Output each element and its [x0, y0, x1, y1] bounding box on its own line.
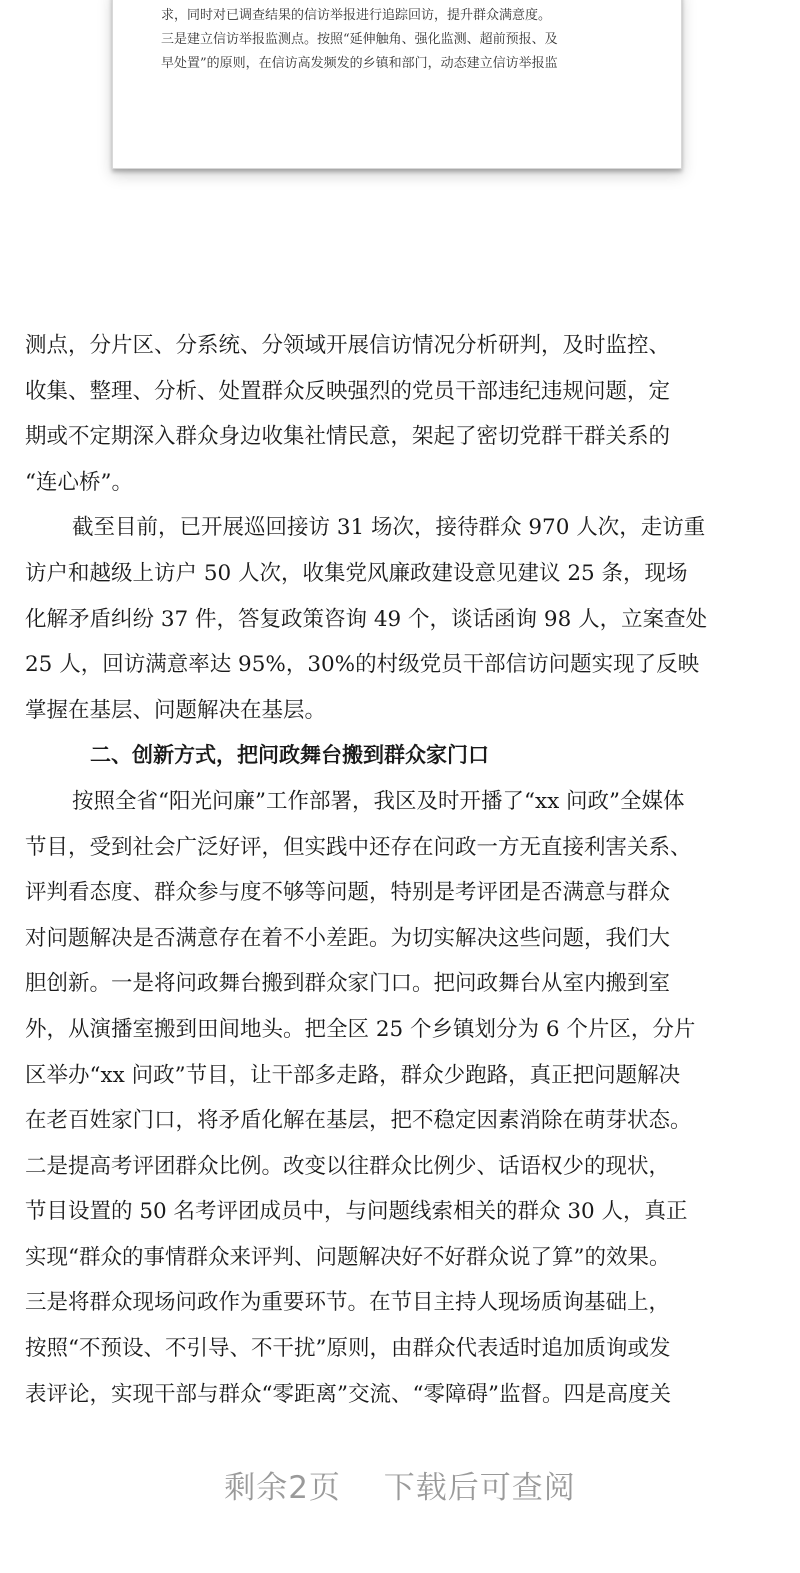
previous-page-preview: [112, 0, 682, 169]
text-line: 节目设置的 50 名考评团成员中，与问题线索相关的群众 30 人，真正: [25, 1199, 688, 1225]
text-line: 测点，分片区、分系统、分领域开展信访情况分析研判，及时监控、: [25, 333, 671, 358]
text-line: 节目，受到社会广泛好评，但实践中还存在问政一方无直接利害关系、: [25, 834, 692, 860]
text-line: 按照“不预设、不引导、不干扰”原则，由群众代表适时追加质询或发: [25, 1336, 671, 1362]
remaining-pages-label: 剩余2页: [224, 1470, 341, 1506]
text-line: 评判看态度、群众参与度不够等问题，特别是考评团是否满意与群众: [25, 880, 671, 906]
text-line: 外，从演播室搬到田间地头。把全区 25 个乡镇划分为 6 个片区，分片: [25, 1016, 696, 1042]
download-prompt[interactable]: [0, 1462, 800, 1507]
preview-text: [161, 4, 641, 76]
text-line: 收集、整理、分析、处置群众反映强烈的党员干部违纪违规问题，定: [25, 378, 671, 404]
document-body: [25, 323, 785, 1417]
text-line: 在老百姓家门口，将矛盾化解在基层，把不稳定因素消除在萌芽状态。: [25, 1108, 692, 1134]
text-line: 按照全省“阳光问廉”工作部署，我区及时开播了“xx 问政”全媒体: [72, 788, 685, 814]
text-line: 25 人，回访满意率达 95%，30%的村级党员干部信访问题实现了反映: [25, 652, 700, 678]
text-line: 访户和越级上访户 50 人次，收集党风廉政建设意见建议 25 条，现场: [25, 560, 688, 586]
preview-line: 求，同时对已调查结果的信访举报进行追踪回访，提升群众满意度。: [161, 8, 552, 23]
text-line: 二是提高考评团群众比例。改变以往群众比例少、话语权少的现状，: [25, 1153, 671, 1179]
text-line: “连心桥”。: [25, 469, 133, 495]
text-line: 区举办“xx 问政”节目，让干部多走路，群众少跑路，真正把问题解决: [25, 1062, 681, 1088]
preview-line: 三是建立信访举报监测点。按照“延伸触角、强化监测、超前预报、及: [161, 32, 558, 47]
text-line: 三是将群众现场问政作为重要环节。在节目主持人现场质询基础上，: [25, 1290, 671, 1316]
text-line: 化解矛盾纠纷 37 件，答复政策咨询 49 个，谈话函询 98 人，立案查处: [25, 606, 708, 632]
text-line: 实现“群众的事情群众来评判、问题解决好不好群众说了算”的效果。: [25, 1244, 671, 1270]
text-line: 期或不定期深入群众身边收集社情民意，架起了密切党群干群关系的: [25, 424, 671, 450]
text-line: 胆创新。一是将问政舞台搬到群众家门口。把问政舞台从室内搬到室: [25, 971, 671, 997]
text-line: 掌握在基层、问题解决在基层。: [25, 697, 327, 723]
text-line: 表评论，实现干部与群众“零距离”交流、“零障碍”监督。四是高度关: [25, 1381, 671, 1407]
text-line: 对问题解决是否满意存在着不小差距。为切实解决这些问题，我们大: [25, 925, 671, 951]
download-to-view-label[interactable]: 下载后可查阅: [383, 1470, 576, 1506]
text-line: 截至目前，已开展巡回接访 31 场次，接待群众 970 人次，走访重: [72, 515, 706, 541]
preview-line: 早处置”的原则，在信访高发频发的乡镇和部门，动态建立信访举报监: [161, 56, 558, 71]
section-heading: 二、创新方式，把问政舞台搬到群众家门口: [90, 743, 489, 768]
